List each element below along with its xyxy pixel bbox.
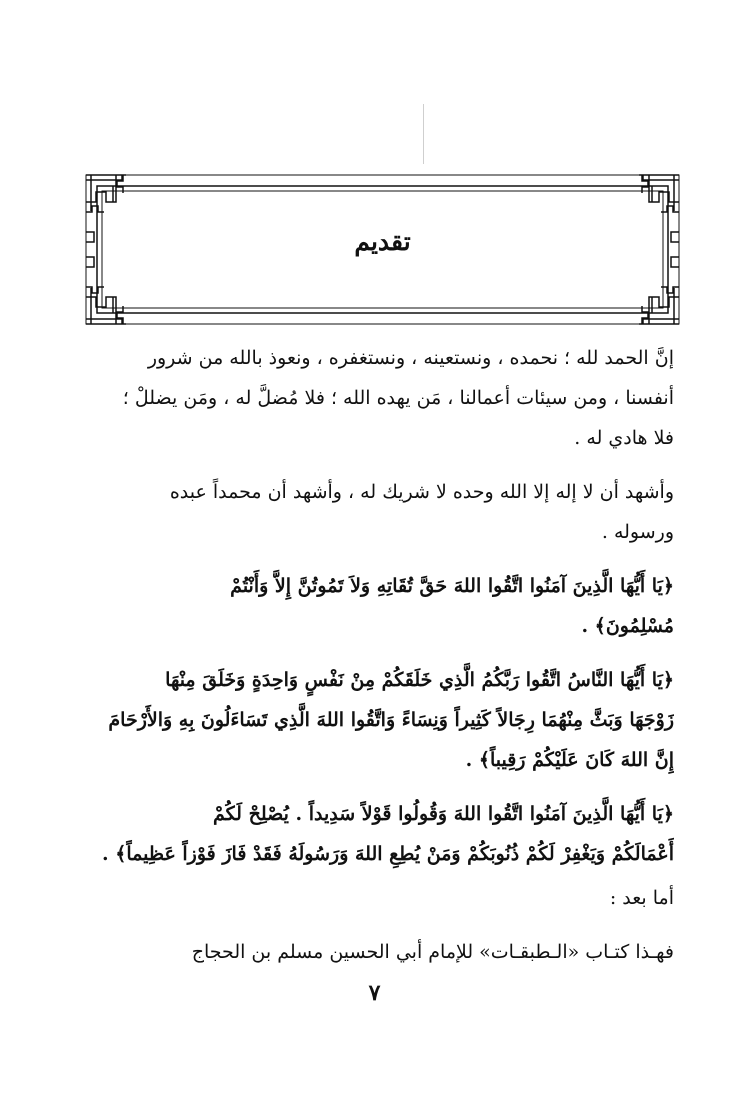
quran-verse-line: إِنَّ اللهَ كَانَ عَلَيْكُمْ رَقِيباً﴾ . [465,749,674,771]
section-title: تقديم [354,227,411,256]
text-line: أنفسنا ، ومن سيئات أعمالنا ، مَن يهده الله ؛ فلا مُضلَّ له ، ومَن يضللْ ؛ [122,387,674,409]
page-number: ٧ [368,980,381,1006]
text-line: فلا هادي له . [574,427,674,449]
quran-verse-line: ﴿يَا أَيُّهَا الَّذِينَ آمَنُوا اتَّقُوا اللهَ وَقُولُوا قَوْلاً سَدِيداً . يُصْلِحْ لَكُمْ [213,803,674,825]
quran-verse-line: ﴿يَا أَيُّهَا الَّذِينَ آمَنُوا اتَّقُوا اللهَ حَقَّ تُقَاتِهِ وَلاَ تَمُوتُنَّ إِلاَّ وَأَنْتُمْ [230,575,674,597]
margin-mark [423,104,424,164]
quran-verse-line: مُسْلِمُونَ﴾ . [581,615,674,637]
quran-verse-line: ﴿يَا أَيُّهَا النَّاسُ اتَّقُوا رَبَّكُمُ الَّذِي خَلَقَكُمْ مِنْ نَفْسٍ وَاحِدَةٍ وَخَلَقَ مِنْهَا [165,669,674,691]
text-line: إنَّ الحمد لله ؛ نحمده ، ونستعينه ، ونستغفره ، ونعوذ بالله من شرور [147,347,674,369]
text-line: فهـذا كتـاب «الـطبقـات» للإمام أبي الحسين مسلم بن الحجاج [191,941,674,963]
text-line: أما بعد : [609,887,674,909]
text-line: ورسوله . [601,521,674,543]
text-line: وأشهد أن لا إله إلا الله وحده لا شريك له ، وأشهد أن محمداً عبده [169,481,674,503]
quran-verse-line: أَعْمَالَكُمْ وَيَغْفِرْ لَكُمْ ذُنُوبَكُمْ وَمَنْ يُطِعِ اللهَ وَرَسُولَهُ فَقَدْ فَازَ فَوْزاً عَظِيماً﴾ . [102,843,674,865]
body-text [78,338,674,972]
quran-verse-line: زَوْجَهَا وَبَثَّ مِنْهُمَا رِجَالاً كَثِيراً وَنِسَاءً وَاتَّقُوا اللهَ الَّذِي تَسَاءَلُونَ بِهِ وَالأَرْحَامَ [108,709,674,731]
